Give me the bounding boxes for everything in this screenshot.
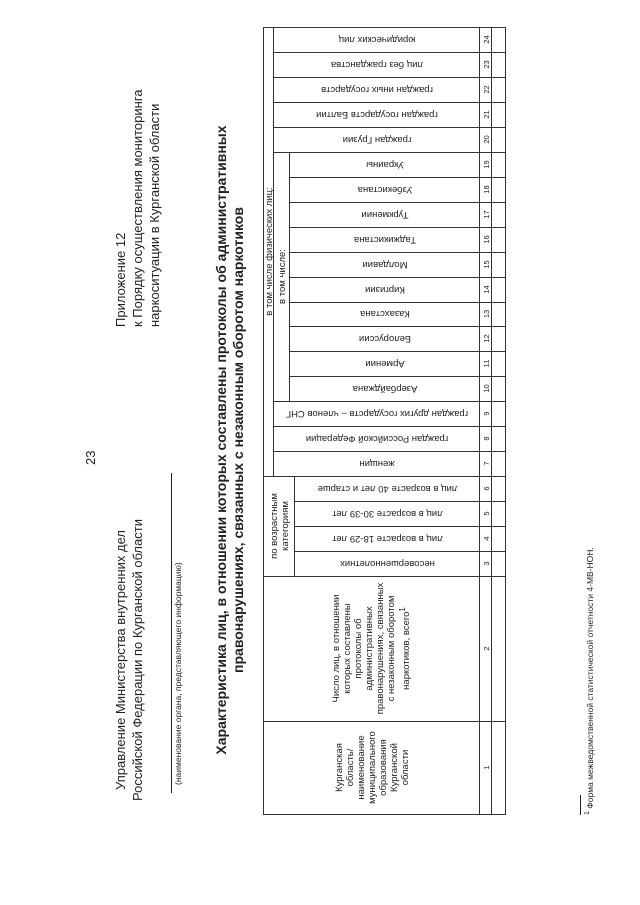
col-header-14: [289, 277, 480, 303]
col-number-text-19: 19: [481, 160, 491, 169]
col-number-text-18: 18: [481, 185, 491, 194]
col-header-text-10: Азербайджана: [352, 383, 418, 394]
group-incl-text: в том числе:: [276, 249, 288, 304]
col-number-text-12: 12: [481, 334, 491, 343]
data-cell-9: [491, 401, 506, 427]
col-header-text-7: женщин: [359, 458, 395, 469]
col-number-text-22: 22: [481, 85, 491, 94]
organization-caption: (наименование органа, представляющего информацию): [173, 562, 183, 785]
col-header-text-9: граждан других государств – членов СНГ: [285, 408, 469, 419]
data-cell-22: [491, 77, 506, 103]
report-title: Характеристика лиц, в отношении которых составлены протоколы об административных правонарушениях, связанных с незаконным оборотом наркотиков: [213, 125, 246, 755]
data-cell-18: [491, 177, 506, 203]
col-header-17: [289, 202, 480, 228]
col-number-text-6: 6: [481, 486, 491, 491]
col-header-8: [273, 426, 480, 452]
col-header-16: [289, 227, 480, 253]
appendix-header: [112, 89, 163, 327]
data-cell-14: [491, 277, 506, 303]
col-header-18: [289, 177, 480, 203]
col-number-text-8: 8: [481, 436, 491, 441]
data-cell-5: [491, 501, 506, 527]
appendix-line-2: к Порядку осуществления мониторинга: [130, 89, 145, 327]
col-header-19: [289, 152, 480, 178]
col-header-text-20: граждан Грузии: [342, 134, 412, 145]
col-header-23: [273, 52, 480, 78]
col-header-22: [273, 77, 480, 103]
col-header-24: [273, 27, 480, 53]
col-header-text-3: несовершеннолетних: [340, 558, 435, 569]
data-cell-23: [491, 52, 506, 78]
col-number-text-9: 9: [481, 411, 491, 416]
col-header-text-18: Узбекистана: [357, 184, 413, 195]
col-header-text-4: лиц в возрасте 18-29 лет: [332, 533, 443, 544]
group-incl-header: [273, 152, 290, 402]
data-cell-24: [491, 27, 506, 53]
col2-header-label: Число лиц, в отношении которых составлены протоколы об административных правонарушениях, связанных с незаконным оборотом наркотиков, всего$^1$: [331, 582, 413, 715]
col-number-text-11: 11: [481, 359, 491, 368]
data-cell-17: [491, 202, 506, 228]
col-number-text-10: 10: [481, 384, 491, 393]
col-header-text-11: Армении: [365, 358, 405, 369]
col2-footnote-mark: 1: [398, 607, 408, 612]
col-header-text-15: Молдавии: [362, 259, 408, 270]
organization-underline: [171, 473, 172, 793]
col-header-3: [294, 551, 480, 577]
group-age-header: [263, 476, 295, 577]
col-number-text-2: 2: [481, 646, 491, 651]
col-header-text-12: Белоруссии: [358, 333, 412, 344]
col2-header-text: [264, 576, 480, 721]
col-number-text-17: 17: [481, 210, 491, 219]
col-header-6: [294, 476, 480, 502]
organization-name: Управление Министерства внутренних дел Российской Федерации по Курганской области: [113, 519, 145, 801]
col-header-text-24: юридических лиц: [338, 34, 416, 45]
appendix-line-1: Приложение 12: [113, 232, 128, 327]
col-header-text-19: Украины: [366, 159, 404, 170]
col-number-text-20: 20: [481, 135, 491, 144]
col-header-text-8: граждан Российской Федерации: [305, 433, 449, 444]
data-cell-11: [491, 351, 506, 377]
col-header-5: [294, 501, 480, 527]
col-number-text-16: 16: [481, 235, 491, 244]
data-cell-10: [491, 376, 506, 402]
col-header-7: [273, 451, 480, 477]
col-number-text-24: 24: [481, 35, 491, 44]
col-number-text-14: 14: [481, 285, 491, 294]
data-cell-6: [491, 476, 506, 502]
col-header-text-17: Туркмении: [361, 209, 409, 220]
col-header-text-5: лиц в возрасте 30-39 лет: [332, 508, 443, 519]
col-header-11: [289, 351, 480, 377]
page-number: 23: [83, 450, 98, 465]
col-number-text-3: 3: [481, 561, 491, 566]
group-age-text: по возрастным категориям: [268, 493, 291, 559]
col1-header: [263, 721, 480, 815]
data-cell-15: [491, 252, 506, 278]
data-cell-20: [491, 127, 506, 153]
col-header-9: [273, 401, 480, 427]
data-cell-13: [491, 302, 506, 327]
col-header-text-23: лиц без гражданства: [330, 59, 424, 70]
group-phys-text: в том числе физических лиц:: [263, 187, 275, 316]
col-header-text-13: Казахстана: [360, 308, 410, 320]
col1-header-text: Курганская область/ наименование муниципального образования Курганской области: [333, 731, 411, 804]
data-cell-16: [491, 227, 506, 253]
col-number-text-4: 4: [481, 536, 491, 541]
appendix-line-3: наркоситуации в Курганской области: [147, 103, 162, 327]
col-number-text-15: 15: [481, 260, 491, 269]
data-cell-21: [491, 102, 506, 128]
col-number-text-5: 5: [481, 511, 491, 516]
footnote: [583, 547, 596, 815]
data-cell-7: [491, 451, 506, 477]
col-header-text-16: Таджикистана: [353, 234, 417, 245]
col-number-text-7: 7: [481, 461, 491, 466]
col-header-4: [294, 526, 480, 552]
col-header-text-6: лиц в возрасте 40 лет и старше: [317, 483, 458, 494]
col-header-text-21: граждан государств Балтии: [316, 109, 438, 120]
data-cell-1: [491, 721, 506, 815]
data-cell-19: [491, 152, 506, 178]
data-cell-12: [491, 326, 506, 352]
data-cell-3: [491, 551, 506, 577]
col-header-text-14: Киргизии: [365, 284, 405, 295]
col-number-text-21: 21: [481, 110, 491, 119]
footnote-text: Форма межведомственной статистической отчетности 4-МВ-НОН.: [584, 547, 595, 809]
footnote-rule: [580, 795, 581, 815]
col-header-21: [273, 102, 480, 128]
col-header-12: [289, 326, 480, 352]
col-header-20: [273, 127, 480, 153]
col2-header: [263, 576, 480, 722]
statistics-table: [263, 28, 505, 815]
col-number-text-1: 1: [481, 765, 491, 770]
col-number-text-23: 23: [481, 60, 491, 69]
col-header-10: [289, 376, 480, 402]
data-cell-8: [491, 426, 506, 452]
col-header-13: [289, 302, 480, 327]
col-header-15: [289, 252, 480, 278]
data-cell-4: [491, 526, 506, 552]
footnote-mark: 1: [583, 811, 591, 815]
col-header-text-22: граждан иных государств: [321, 84, 433, 95]
data-cell-2: [491, 576, 506, 722]
col-number-text-13: 13: [481, 309, 491, 319]
